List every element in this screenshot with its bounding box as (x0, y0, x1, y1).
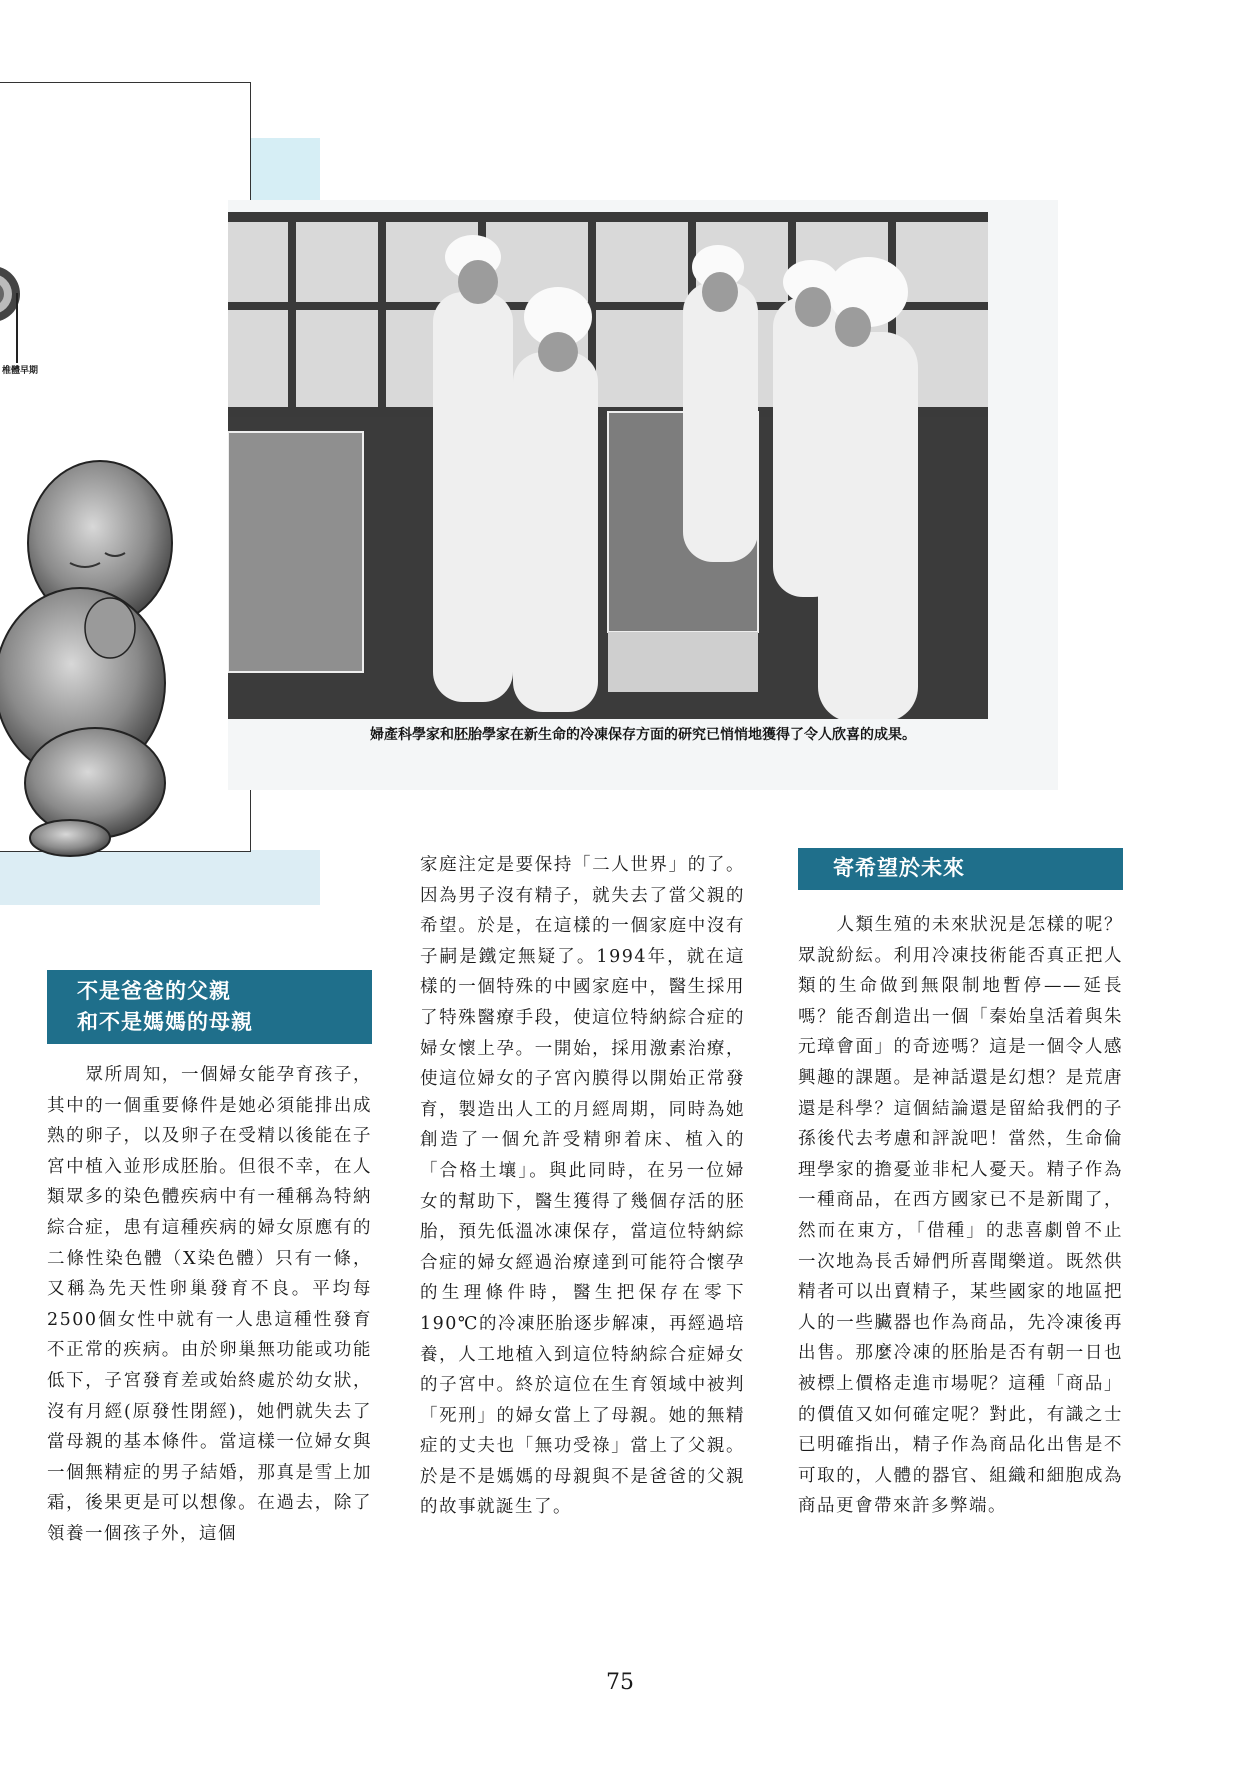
text-column-1 (47, 1060, 372, 1550)
paragraph: 眾所周知，一個婦女能孕育孩子，其中的一個重要條件是她必須能排出成熟的卵子，以及卵子在受精以後能在子宮中植入並形成胚胎。但很不幸，在人類眾多的染色體疾病中有一種稱為特納綜合症，患有這種疾病的婦女原應有的二條性染色體（X染色體）只有一條，又稱為先天性卵巢發育不良。平均每2500個女性中就有一人患這種性發育不正常的疾病。由於卵巢無功能或功能低下，子宮發育差或始終處於幼女狀，沒有月經(原發性閉經)，她們就失去了當母親的基本條件。當這樣一位婦女與一個無精症的男子結婚，那真是雪上加霜，後果更是可以想像。在過去，除了領養一個孩子外，這個 (47, 1065, 372, 1544)
text-column-2 (420, 850, 745, 1523)
section-heading-line: 不是爸爸的父親 (77, 979, 231, 1003)
section-heading (47, 970, 372, 1044)
embryo-illustration (0, 263, 28, 325)
text-column-3 (798, 910, 1123, 1522)
fetus-illustration (0, 453, 190, 863)
paragraph: 家庭注定是要保持「二人世界」的了。因為男子沒有精子，就失去了當父親的希望。於是，在這樣的一個家庭中沒有子嗣是鐵定無疑了。1994年，就在這樣的一個特殊的中國家庭中，醫生採用了特殊醫療手段，使這位特納綜合症的婦女懷上孕。一開始，採用激素治療，使這位婦女的子宮內膜得以開始正常發育，製造出人工的月經周期，同時為她創造了一個允許受精卵着床、植入的「合格土壤」。與此同時，在另一位婦女的幫助下，醫生獲得了幾個存活的胚胎，預先低溫冰凍保存，當這位特納綜合症的婦女經過治療達到可能符合懷孕的生理條件時，醫生把保存在零下190℃的冷凍胚胎逐步解凍，再經過培養，人工地植入到這位特納綜合症婦女的子宮中。終於這位在生育領域中被判「死刑」的婦女當上了母親。她的無精症的丈夫也「無功受祿」當上了父親。於是不是媽媽的母親與不是爸爸的父親的故事就誕生了。 (420, 855, 745, 1518)
fetus-illustration-box (0, 82, 251, 852)
label-leader-line (16, 293, 18, 363)
section-heading: 寄希望於未來 (798, 848, 1123, 890)
section-heading-line: 和不是媽媽的母親 (77, 1010, 253, 1034)
lab-photo (228, 212, 988, 719)
photo-caption: 婦產科學家和胚胎學家在新生命的冷凍保存方面的研究已悄悄地獲得了令人欣喜的成果。 (370, 727, 916, 743)
page-number: 75 (606, 1670, 634, 1695)
photo-panel (228, 200, 1058, 790)
stage-label: 椎體早期 (2, 366, 39, 376)
paragraph: 人類生殖的未來狀況是怎樣的呢？眾說紛紜。利用冷凍技術能否真正把人類的生命做到無限制地暫停——延長嗎？能否創造出一個「秦始皇活着與朱元璋會面」的奇迹嗎？這是一個令人感興趣的課題。是神話還是幻想？是荒唐還是科學？這個結論還是留給我們的子孫後代去考慮和評說吧！當然，生命倫理學家的擔憂並非杞人憂天。精子作為一種商品，在西方國家已不是新聞了，然而在東方，「借種」的悲喜劇曾不止一次地為長舌婦們所喜聞樂道。既然供精者可以出賣精子，某些國家的地區把人的一些臟器也作為商品，先冷凍後再出售。那麼冷凍的胚胎是否有朝一日也被標上價格走進市場呢？這種「商品」的價值又如何確定呢？對此，有識之士已明確指出，精子作為商品化出售是不可取的，人體的器官、組織和細胞成為商品更會帶來許多弊端。 (798, 915, 1123, 1517)
